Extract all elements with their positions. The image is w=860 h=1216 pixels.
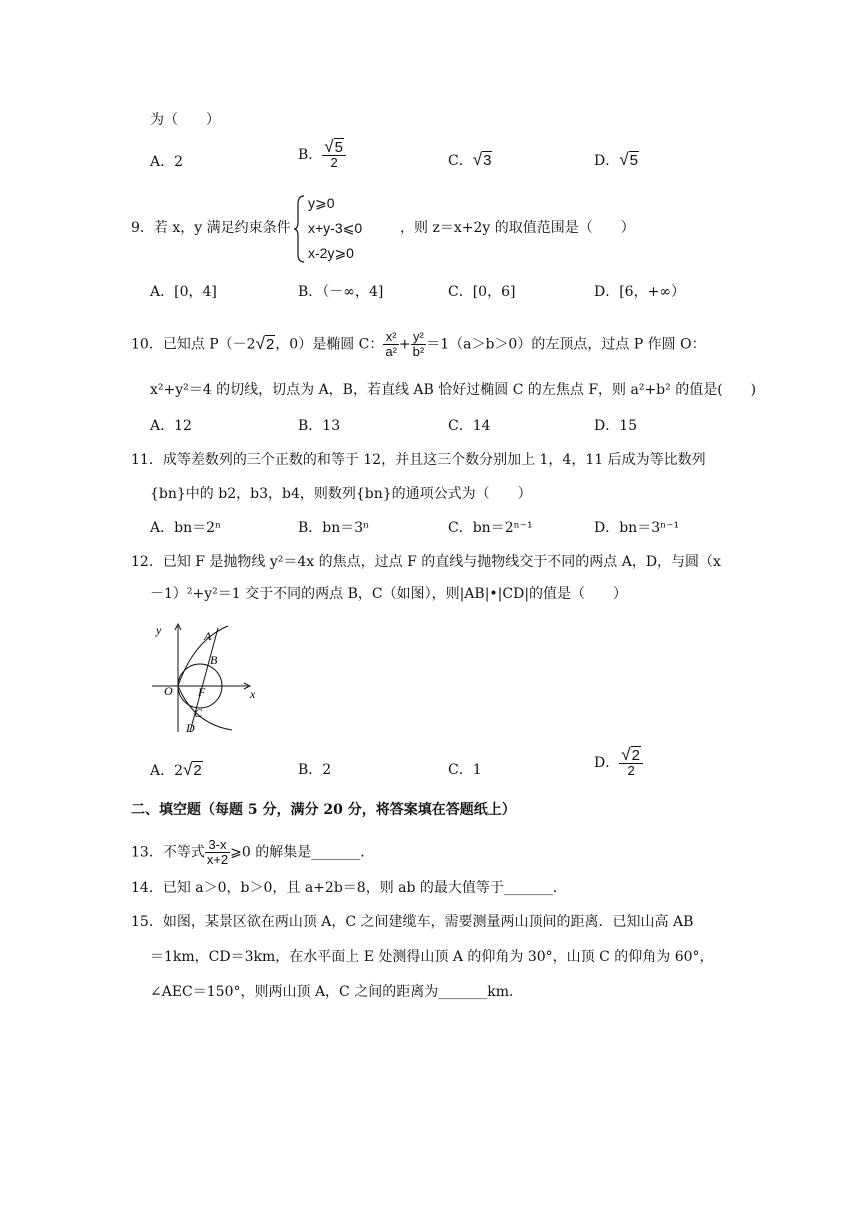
- q9-prefix: 9．若 x，y 满足约束条件: [131, 220, 291, 236]
- fig-label-b: B: [210, 653, 218, 667]
- q15-line-2: ＝1km，CD＝3km，在水平面上 E 处测得山顶 A 的仰角为 30°，山顶 C 的仰角为 60°，: [150, 949, 714, 965]
- q10-option-d: D．15: [594, 418, 638, 434]
- q11-option-a: A．bn＝2ⁿ: [150, 520, 222, 536]
- q9-brace: [294, 194, 306, 264]
- q10-line-2: x²+y²＝4 的切线，切点为 A，B，若直线 AB 恰好过椭圆 C 的左焦点 F，则 a²+b² 的值是( ): [150, 382, 757, 398]
- q9-option-b: B．（－∞，4]: [298, 284, 384, 300]
- q12-option-d: D． $\frac{√2}{2}$: [594, 748, 643, 778]
- q14: 14．已知 a＞0，b＞0，且 a+2b＝8，则 ab 的最大值等于_______．: [131, 880, 567, 896]
- q8-option-a: A．2: [150, 154, 184, 170]
- q12-option-b: B．2: [298, 762, 332, 778]
- q10-option-a: A．12: [150, 418, 192, 434]
- q13: 13．不等式 $\frac{3-x}{x+2}$ ⩾0 的解集是_______．: [131, 837, 375, 867]
- q8-option-b: B． $\frac{√5}{2}$: [298, 140, 346, 170]
- q8-option-c: C．√3: [448, 150, 492, 169]
- q15-line-3: ∠AEC＝150°，则两山顶 A，C 之间的距离为_______km．: [150, 984, 523, 1000]
- q9-option-a: A．[0，4]: [150, 284, 217, 300]
- q9-suffix: ，则 z＝x+2y 的取值范围是（ ）: [400, 220, 635, 236]
- q9-constraint-2: x+y-3⩽0: [308, 220, 363, 236]
- q9-constraint-3: x-2y⩾0: [308, 245, 354, 261]
- q11-option-c: C．bn＝2ⁿ⁻¹: [448, 520, 533, 536]
- q12-line-2: －1）²+y²＝1 交于不同的两点 B，C（如图），则|AB|•|CD|的值是（ ）: [150, 586, 628, 602]
- q8-option-d: D．√5: [594, 150, 638, 169]
- fig-label-y: y: [156, 623, 162, 637]
- q11-option-b: B．bn＝3ⁿ: [298, 520, 370, 536]
- fig-label-c: C: [194, 706, 203, 720]
- q12-option-a: A．2√2: [150, 760, 202, 779]
- q11-option-d: D．bn＝3ⁿ⁻¹: [594, 520, 680, 536]
- q9-constraint-1: y⩾0: [308, 195, 335, 211]
- q15-line-1: 15．如图，某景区欲在两山顶 A，C 之间建缆车，需要测量两山顶间的距离．已知山高 AB: [131, 914, 694, 930]
- q10-option-c: C．14: [448, 418, 491, 434]
- q9-option-c: C．[0，6]: [448, 284, 516, 300]
- fig-label-a: A: [204, 629, 212, 643]
- section-2-heading: 二、填空题（每题 5 分，满分 20 分，将答案填在答题纸上）: [131, 802, 516, 818]
- q12-line-1: 12．已知 F 是抛物线 y²＝4x 的焦点，过点 F 的直线与抛物线交于不同的两点 A，D，与圆（x: [131, 554, 721, 570]
- fig-label-d: D: [186, 721, 195, 735]
- q12-figure: [148, 620, 260, 736]
- fig-label-x: x: [250, 687, 256, 701]
- q9-option-d: D．[6，+∞）: [594, 284, 685, 300]
- fig-label-o: O: [164, 684, 173, 698]
- q8-continuation: 为（ ）: [150, 112, 220, 128]
- q10-line-1: 10．已知点 P（－2√2，0）是椭圆 C： $\frac{\text{x²}}{\text{a²}}$ + $\frac{\text{y²}}{\text{b²}}$ ＝1（a＞b＞0）的左顶点，过点 P 作圆 O：: [131, 329, 706, 359]
- q11-line-2: {bn}中的 b2，b3，b4，则数列{bn}的通项公式为（ ）: [150, 486, 532, 502]
- fig-label-f: F: [198, 685, 206, 699]
- q10-option-b: B．13: [298, 418, 341, 434]
- q12-option-c: C．1: [448, 762, 482, 778]
- q11-line-1: 11．成等差数列的三个正数的和等于 12，并且这三个数分别加上 1，4，11 后成为等比数列: [131, 452, 706, 468]
